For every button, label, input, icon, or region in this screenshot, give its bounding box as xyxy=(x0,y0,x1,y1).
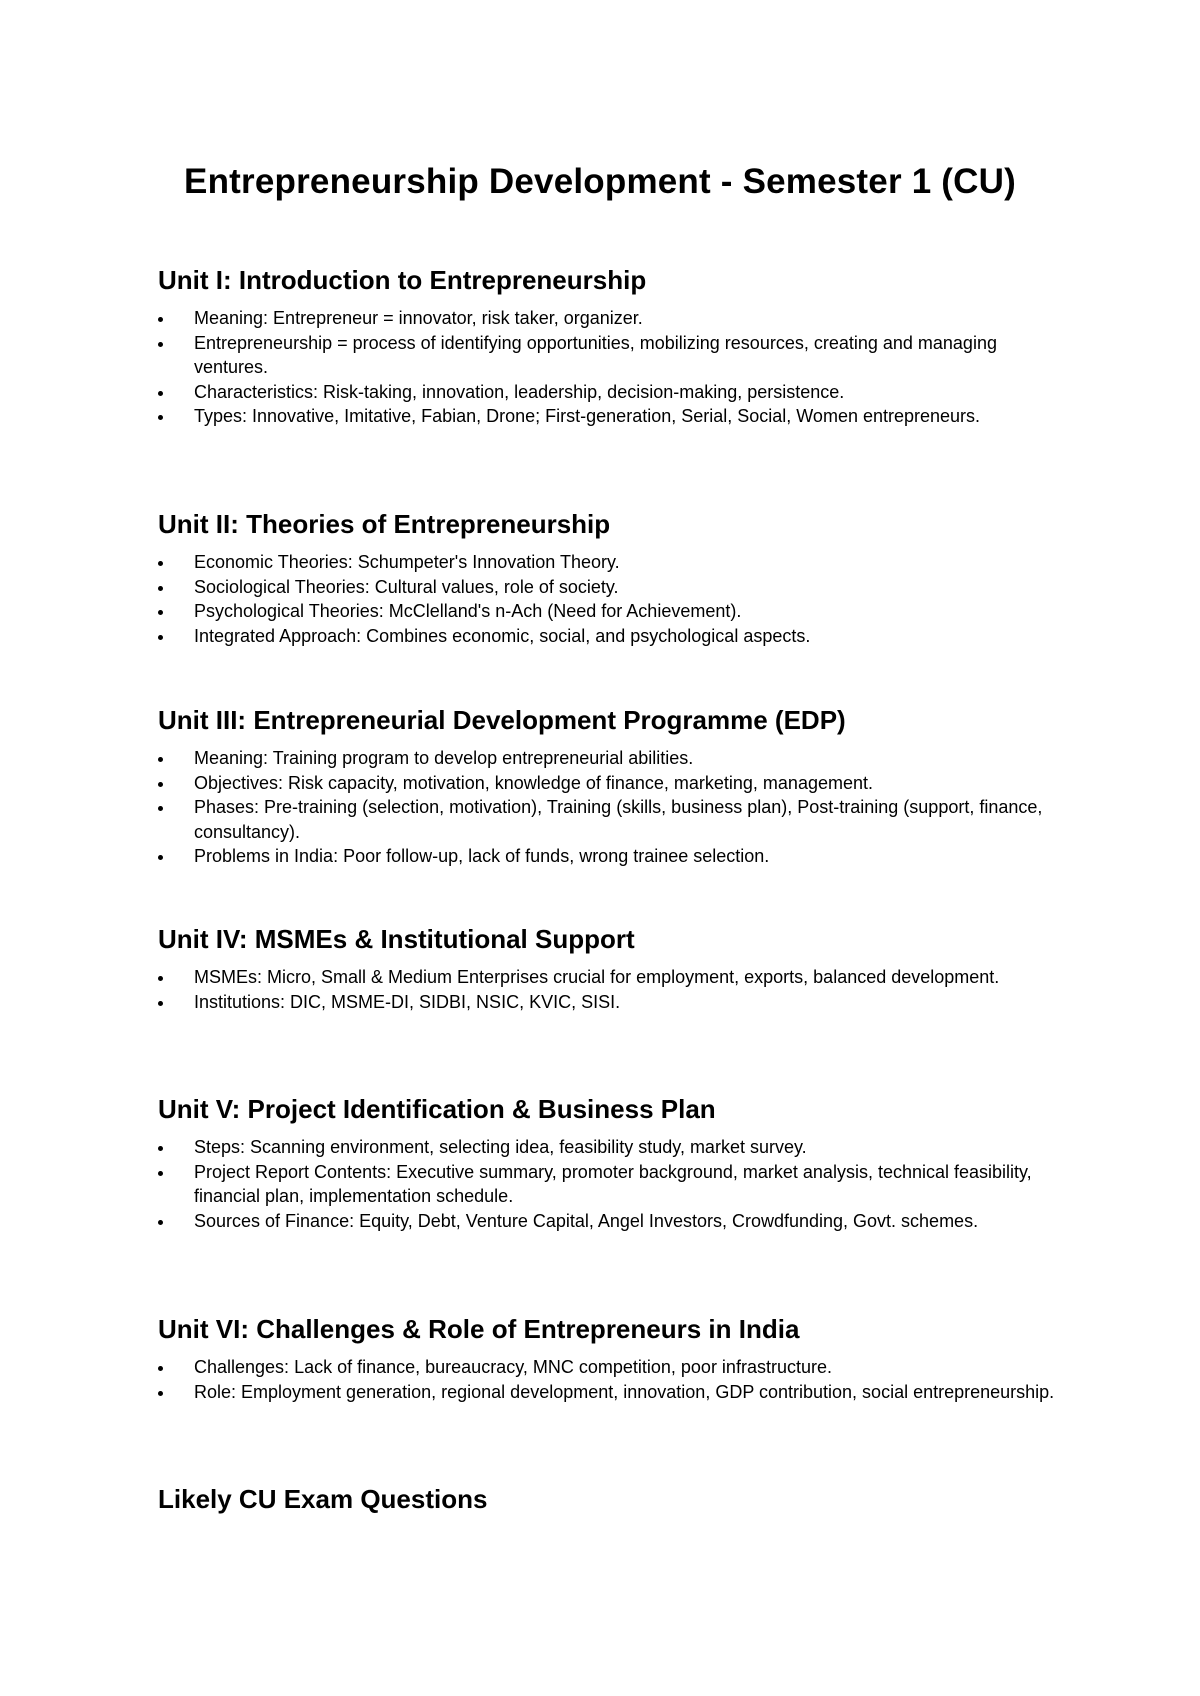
unit-5-list xyxy=(158,1135,1058,1233)
bullet-icon xyxy=(158,342,163,347)
unit-6-heading: Unit VI: Challenges & Role of Entrepreneurs in India xyxy=(158,1314,800,1344)
unit-2-list xyxy=(158,550,1058,648)
unit-4-list xyxy=(158,965,1058,1014)
list-item xyxy=(158,380,1058,405)
list-item xyxy=(158,990,1058,1015)
bullet-icon xyxy=(158,635,163,640)
list-item xyxy=(158,575,1058,600)
list-item-text: Integrated Approach: Combines economic, social, and psychological aspects. xyxy=(194,625,811,646)
list-item-text: Challenges: Lack of finance, bureaucracy, MNC competition, poor infrastructure. xyxy=(194,1357,832,1377)
list-item-text: Characteristics: Risk-taking, innovation, leadership, decision-making, persistence. xyxy=(194,381,845,402)
list-item-text: Steps: Scanning environment, selecting idea, feasibility study, market survey. xyxy=(194,1137,807,1157)
unit-1-section xyxy=(158,262,1058,429)
list-item-text: Role: Employment generation, regional development, innovation, GDP contribution, social entrepreneurship. xyxy=(194,1381,1055,1402)
list-item-text: Project Report Contents: Executive summary, promoter background, market analysis, technical feasibility, financial plan, implementation schedule. xyxy=(194,1161,1032,1206)
list-item xyxy=(158,746,1058,771)
list-item-text: MSMEs: Micro, Small & Medium Enterprises crucial for employment, exports, balanced development. xyxy=(194,967,1000,987)
bullet-icon xyxy=(158,391,163,396)
list-item-text: Sociological Theories: Cultural values, role of society. xyxy=(194,576,619,597)
list-item xyxy=(158,1160,1058,1209)
bullet-icon xyxy=(158,976,163,981)
unit-1-list xyxy=(158,306,1058,429)
list-item xyxy=(158,550,1058,575)
list-item xyxy=(158,771,1058,796)
bullet-icon xyxy=(158,1391,163,1396)
list-item xyxy=(158,1380,1058,1405)
bullet-icon xyxy=(158,1366,163,1371)
bullet-icon xyxy=(158,782,163,787)
list-item-text: Types: Innovative, Imitative, Fabian, Drone; First-generation, Serial, Social, Women entrepreneurs. xyxy=(194,406,981,426)
exam-questions-heading: Likely CU Exam Questions xyxy=(158,1484,488,1514)
unit-6-section xyxy=(158,1311,1058,1404)
list-item-text: Psychological Theories: McClelland's n-Ach (Need for Achievement). xyxy=(194,601,742,621)
list-item xyxy=(158,331,1058,380)
bullet-icon xyxy=(158,1220,163,1225)
list-item xyxy=(158,965,1058,990)
unit-4-heading: Unit IV: MSMEs & Institutional Support xyxy=(158,924,635,954)
exam-questions-section xyxy=(158,1481,1058,1517)
list-item xyxy=(158,599,1058,624)
unit-6-list xyxy=(158,1355,1058,1404)
list-item-text: Objectives: Risk capacity, motivation, knowledge of finance, marketing, management. xyxy=(194,772,873,793)
bullet-icon xyxy=(158,317,163,322)
list-item xyxy=(158,306,1058,331)
bullet-icon xyxy=(158,415,163,420)
unit-2-heading: Unit II: Theories of Entrepreneurship xyxy=(158,509,611,539)
unit-5-heading: Unit V: Project Identification & Business Plan xyxy=(158,1094,716,1124)
bullet-icon xyxy=(158,610,163,615)
bullet-icon xyxy=(158,1001,163,1006)
bullet-icon xyxy=(158,1146,163,1151)
bullet-icon xyxy=(158,855,163,860)
list-item xyxy=(158,1209,1058,1234)
bullet-icon xyxy=(158,586,163,591)
list-item-text: Institutions: DIC, MSME-DI, SIDBI, NSIC, KVIC, SISI. xyxy=(194,991,621,1012)
bullet-icon xyxy=(158,561,163,566)
document-title: Entrepreneurship Development - Semester 1 (CU) xyxy=(184,162,1016,201)
list-item-text: Economic Theories: Schumpeter's Innovation Theory. xyxy=(194,552,620,572)
unit-5-section xyxy=(158,1091,1058,1233)
unit-3-section xyxy=(158,702,1058,869)
list-item-text: Meaning: Entrepreneur = innovator, risk taker, organizer. xyxy=(194,308,643,328)
list-item xyxy=(158,1135,1058,1160)
bullet-icon xyxy=(158,806,163,811)
unit-1-heading: Unit I: Introduction to Entrepreneurship xyxy=(158,265,647,295)
bullet-icon xyxy=(158,1171,163,1176)
list-item xyxy=(158,795,1058,844)
list-item xyxy=(158,1355,1058,1380)
bullet-icon xyxy=(158,757,163,762)
unit-4-section xyxy=(158,921,1058,1014)
list-item-text: Entrepreneurship = process of identifying opportunities, mobilizing resources, creating and managing ventures. xyxy=(194,332,997,377)
list-item xyxy=(158,624,1058,649)
list-item xyxy=(158,844,1058,869)
list-item-text: Sources of Finance: Equity, Debt, Venture Capital, Angel Investors, Crowdfunding, Govt. schemes. xyxy=(194,1210,979,1231)
list-item-text: Phases: Pre-training (selection, motivation), Training (skills, business plan), Post-training (support, finance, consultancy). xyxy=(194,797,1043,842)
list-item-text: Meaning: Training program to develop entrepreneurial abilities. xyxy=(194,748,694,768)
unit-3-list xyxy=(158,746,1058,869)
unit-3-heading: Unit III: Entrepreneurial Development Programme (EDP) xyxy=(158,705,846,735)
list-item xyxy=(158,404,1058,429)
list-item-text: Problems in India: Poor follow-up, lack of funds, wrong trainee selection. xyxy=(194,846,770,866)
unit-2-section xyxy=(158,506,1058,648)
